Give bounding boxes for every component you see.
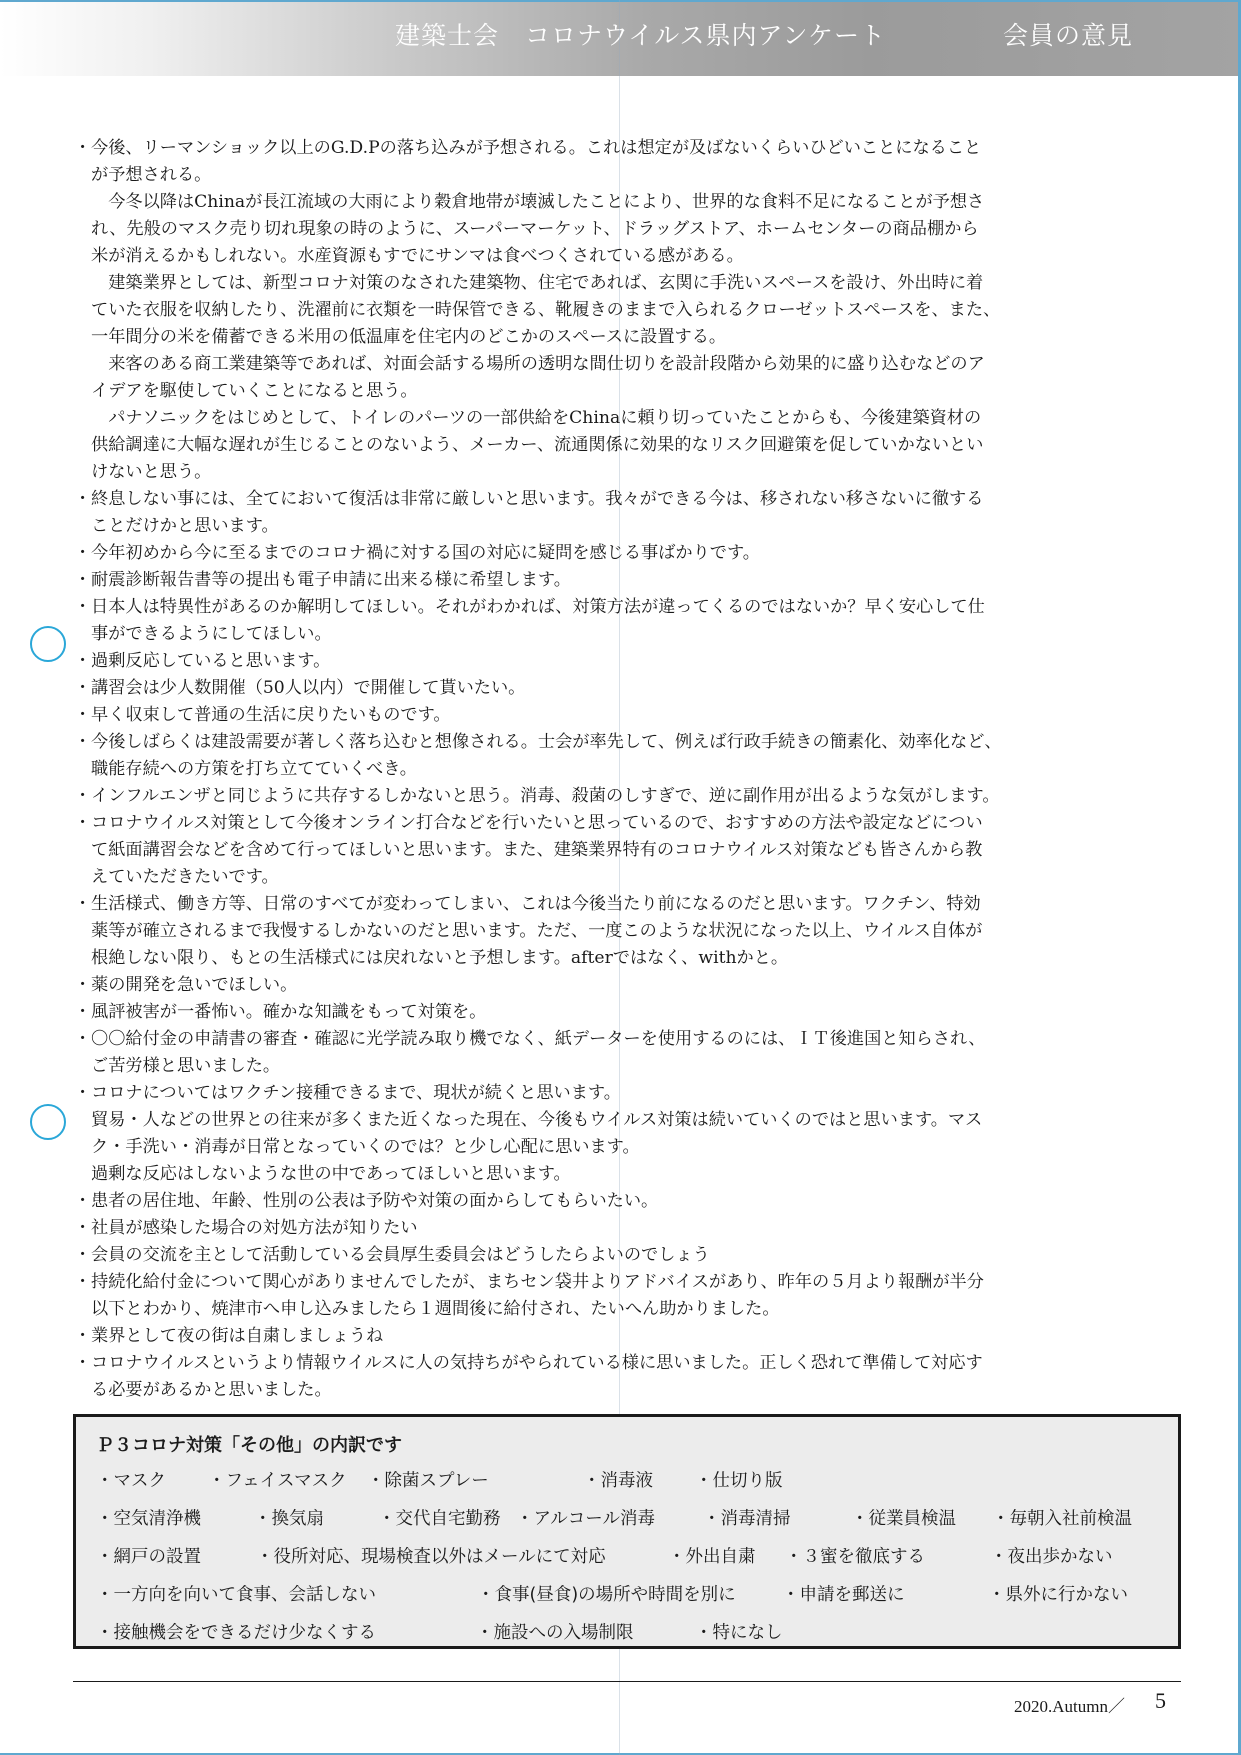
opinion-continuation bbox=[74, 459, 1186, 486]
opinion-item bbox=[74, 810, 1186, 837]
opinion-text: 建築業界としては、新型コロナ対策のなされた建築物、住宅であれば、玄関に手洗いスペースを設け、外出時に着 bbox=[91, 273, 984, 293]
breakdown-item: ・特になし bbox=[695, 1623, 783, 1643]
opinion-text: 事ができるようにしてほしい。 bbox=[91, 624, 332, 644]
opinion-text: る必要があるかと思いました。 bbox=[91, 1380, 332, 1400]
opinion-continuation bbox=[74, 864, 1186, 891]
footer-rule bbox=[73, 1681, 1181, 1682]
bullet-mark: ・ bbox=[74, 1272, 92, 1292]
opinion-continuation bbox=[74, 189, 1186, 216]
bullet-mark: ・ bbox=[74, 813, 92, 833]
opinion-text: 終息しない事には、全てにおいて復活は非常に厳しいと思います。我々ができる今は、移されない移さないに徹する bbox=[91, 489, 984, 509]
breakdown-item: ・交代自宅勤務 bbox=[378, 1509, 501, 1529]
opinion-text: 過剰な反応はしないような世の中であってほしいと思います。 bbox=[91, 1164, 571, 1184]
opinion-text: て紙面講習会などを含めて行ってほしいと思います。また、建築業界特有のコロナウイルス対策なども皆さんから教 bbox=[91, 840, 983, 860]
opinion-item bbox=[74, 567, 1186, 594]
opinion-continuation bbox=[74, 621, 1186, 648]
opinion-continuation bbox=[74, 216, 1186, 243]
opinion-item bbox=[74, 540, 1186, 567]
breakdown-item: ・空気清浄機 bbox=[96, 1509, 201, 1529]
opinion-text: 持続化給付金について関心がありませんでしたが、まちセン袋井よりアドバイスがあり、昨年の５月より報酬が半分 bbox=[91, 1272, 984, 1292]
opinion-text: 薬等が確立されるまで我慢するしかないのだと思います。ただ、一度このような状況になった以上、ウイルス自体が bbox=[91, 921, 983, 941]
bullet-mark: ・ bbox=[74, 975, 92, 995]
opinion-item bbox=[74, 1242, 1186, 1269]
opinion-item bbox=[74, 594, 1186, 621]
opinion-item bbox=[74, 1026, 1186, 1053]
bullet-mark: ・ bbox=[74, 786, 92, 806]
opinion-item bbox=[74, 648, 1186, 675]
opinion-continuation bbox=[74, 1107, 1186, 1134]
opinion-text: えていただきたいです。 bbox=[91, 867, 279, 887]
opinion-text: 今年初めから今に至るまでのコロナ禍に対する国の対応に疑問を感じる事ばかりです。 bbox=[91, 543, 760, 563]
opinion-text: ことだけかと思います。 bbox=[91, 516, 279, 536]
opinion-item bbox=[74, 1188, 1186, 1215]
opinion-item bbox=[74, 999, 1186, 1026]
opinion-continuation bbox=[74, 351, 1186, 378]
breakdown-item: ・施設への入場制限 bbox=[476, 1623, 634, 1643]
bullet-mark: ・ bbox=[74, 1218, 92, 1238]
breakdown-item: ・マスク bbox=[96, 1471, 166, 1491]
bullet-mark: ・ bbox=[74, 1002, 92, 1022]
issue-label: 2020.Autumn／ bbox=[1014, 1697, 1125, 1716]
opinion-item bbox=[74, 675, 1186, 702]
opinion-continuation bbox=[74, 513, 1186, 540]
opinion-continuation bbox=[74, 945, 1186, 972]
breakdown-box bbox=[73, 1414, 1181, 1649]
bullet-mark: ・ bbox=[74, 1029, 92, 1049]
bullet-mark: ・ bbox=[74, 651, 92, 671]
section-title: 会員の意見 bbox=[1003, 21, 1134, 50]
opinion-item bbox=[74, 1323, 1186, 1350]
opinion-text: 根絶しない限り、もとの生活様式には戻れないと予想します。afterではなく、withかと。 bbox=[91, 948, 789, 968]
breakdown-item: ・県外に行かない bbox=[988, 1585, 1128, 1605]
opinion-continuation bbox=[74, 1377, 1186, 1404]
opinion-text: コロナウイルスというより情報ウイルスに人の気持ちがやられている様に思いました。正しく恐れて準備して対応す bbox=[91, 1353, 983, 1373]
opinion-item bbox=[74, 729, 1186, 756]
breakdown-item: ・役所対応、現場検査以外はメールにて対応 bbox=[256, 1547, 606, 1567]
page-title: 建築士会 コロナウイルス県内アンケート bbox=[395, 21, 887, 50]
opinion-text: 以下とわかり、焼津市へ申し込みましたら１週間後に給付され、たいへん助かりました。 bbox=[91, 1299, 780, 1319]
opinion-text: コロナウイルス対策として今後オンライン打合などを行いたいと思っているので、おすすめの方法や設定などについ bbox=[91, 813, 983, 833]
opinion-list bbox=[74, 135, 1186, 1404]
breakdown-item: ・換気扇 bbox=[254, 1509, 324, 1529]
breakdown-item: ・従業員検温 bbox=[851, 1509, 956, 1529]
opinion-continuation bbox=[74, 1134, 1186, 1161]
opinion-text: 耐震診断報告書等の提出も電子申請に出来る様に希望します。 bbox=[91, 570, 571, 590]
bullet-mark: ・ bbox=[74, 732, 92, 752]
opinion-text: 一年間分の米を備蓄できる米用の低温庫を住宅内のどこかのスペースに設置する。 bbox=[91, 327, 727, 347]
opinion-text: 〇〇給付金の申請書の審査・確認に光学読み取り機でなく、紙データーを使用するのには、ＩＴ後進国と知らされ、 bbox=[91, 1029, 986, 1049]
breakdown-item: ・３蜜を徹底する bbox=[785, 1547, 925, 1567]
opinion-text: 職能存続への方策を打ち立てていくべき。 bbox=[91, 759, 417, 779]
breakdown-item: ・夜出歩かない bbox=[990, 1547, 1113, 1567]
bullet-mark: ・ bbox=[74, 138, 92, 158]
opinion-text: 生活様式、働き方等、日常のすべてが変わってしまい、これは今後当たり前になるのだと思います。ワクチン、特効 bbox=[91, 894, 981, 914]
opinion-text: イデアを駆使していくことになると思う。 bbox=[91, 381, 418, 401]
opinion-text: 講習会は少人数開催（50人以内）で開催して貰いたい。 bbox=[91, 678, 526, 698]
opinion-continuation bbox=[74, 1053, 1186, 1080]
bullet-mark: ・ bbox=[74, 1353, 92, 1373]
opinion-text: 患者の居住地、年齢、性別の公表は予防や対策の面からしてもらいたい。 bbox=[91, 1191, 659, 1211]
opinion-text: 今後、リーマンショック以上のG.D.Pの落ち込みが予想される。これは想定が及ばないくらいひどいことになること bbox=[91, 138, 982, 158]
opinion-text: が予想される。 bbox=[91, 165, 212, 185]
breakdown-item: ・毎朝入社前検温 bbox=[992, 1509, 1132, 1529]
opinion-text: 風評被害が一番怖い。確かな知識をもって対策を。 bbox=[91, 1002, 487, 1022]
opinion-text: 薬の開発を急いでほしい。 bbox=[91, 975, 298, 995]
breakdown-item: ・除菌スプレー bbox=[367, 1471, 489, 1491]
opinion-text: 今後しばらくは建設需要が著しく落ち込むと想像される。士会が率先して、例えば行政手続きの簡素化、効率化など、 bbox=[91, 732, 1002, 752]
bullet-mark: ・ bbox=[74, 1083, 92, 1103]
bullet-mark: ・ bbox=[74, 597, 92, 617]
page-number: 5 bbox=[1155, 1688, 1166, 1713]
bullet-mark: ・ bbox=[74, 543, 92, 563]
opinion-text: パナソニックをはじめとして、トイレのパーツの一部供給をChinaに頼り切っていたことからも、今後建築資材の bbox=[91, 408, 982, 428]
opinion-item bbox=[74, 486, 1186, 513]
opinion-text: 過剰反応していると思います。 bbox=[91, 651, 331, 671]
opinion-text: 供給調達に大幅な遅れが生じることのないよう、メーカー、流通関係に効果的なリスク回避策を促していかないとい bbox=[91, 435, 984, 455]
opinion-continuation bbox=[74, 270, 1186, 297]
punch-hole-icon bbox=[30, 1104, 66, 1140]
bullet-mark: ・ bbox=[74, 489, 92, 509]
opinion-continuation bbox=[74, 378, 1186, 405]
opinion-item bbox=[74, 702, 1186, 729]
opinion-text: ご苦労様と思いました。 bbox=[91, 1056, 281, 1076]
breakdown-item: ・仕切り版 bbox=[695, 1471, 783, 1491]
breakdown-title: Ｐ３コロナ対策「その他」の内訳です bbox=[96, 1435, 402, 1456]
opinion-text: 会員の交流を主として活動している会員厚生委員会はどうしたらよいのでしょう bbox=[91, 1245, 710, 1265]
opinion-continuation bbox=[74, 1296, 1186, 1323]
breakdown-item: ・接触機会をできるだけ少なくする bbox=[96, 1623, 376, 1643]
bullet-mark: ・ bbox=[74, 1245, 92, 1265]
opinion-continuation bbox=[74, 837, 1186, 864]
breakdown-item: ・外出自粛 bbox=[668, 1547, 756, 1567]
breakdown-item: ・消毒液 bbox=[583, 1471, 653, 1491]
opinion-item bbox=[74, 1269, 1186, 1296]
opinion-text: 貿易・人などの世界との往来が多くまた近くなった現在、今後もウイルス対策は続いていくのではと思います。マス bbox=[91, 1110, 983, 1130]
bullet-mark: ・ bbox=[74, 705, 92, 725]
opinion-item bbox=[74, 135, 1186, 162]
opinion-item bbox=[74, 783, 1186, 810]
bullet-mark: ・ bbox=[74, 1191, 92, 1211]
opinion-item bbox=[74, 972, 1186, 999]
opinion-continuation bbox=[74, 756, 1186, 783]
opinion-text: 早く収束して普通の生活に戻りたいものです。 bbox=[91, 705, 451, 725]
opinion-text: インフルエンザと同じように共存するしかないと思う。消毒、殺菌のしすぎで、逆に副作用が出るような気がします。 bbox=[91, 786, 1000, 806]
opinion-continuation bbox=[74, 162, 1186, 189]
opinion-continuation bbox=[74, 1161, 1186, 1188]
opinion-text: 来客のある商工業建築等であれば、対面会話する場所の透明な間仕切りを設計段階から効果的に盛り込むなどのア bbox=[91, 354, 985, 374]
breakdown-item: ・網戸の設置 bbox=[96, 1547, 201, 1567]
opinion-text: コロナについてはワクチン接種できるまで、現状が続くと思います。 bbox=[91, 1083, 621, 1103]
opinion-continuation bbox=[74, 432, 1186, 459]
opinion-continuation bbox=[74, 324, 1186, 351]
opinion-item bbox=[74, 1350, 1186, 1377]
opinion-text: ク・手洗い・消毒が日常となっていくのでは？と少し心配に思います。 bbox=[91, 1137, 640, 1157]
opinion-continuation bbox=[74, 243, 1186, 270]
opinion-text: 社員が感染した場合の対処方法が知りたい bbox=[91, 1218, 418, 1238]
opinion-text: 日本人は特異性があるのか解明してほしい。それがわかれば、対策方法が違ってくるのではないか？早く安心して仕 bbox=[91, 597, 985, 617]
opinion-continuation bbox=[74, 405, 1186, 432]
opinion-text: れ、先般のマスク売り切れ現象の時のように、スーパーマーケット、ドラッグストア、ホームセンターの商品棚から bbox=[91, 219, 979, 239]
bullet-mark: ・ bbox=[74, 678, 92, 698]
punch-hole-icon bbox=[30, 626, 66, 662]
breakdown-item: ・食事(昼食)の場所や時間を別に bbox=[477, 1585, 736, 1605]
opinion-continuation bbox=[74, 297, 1186, 324]
breakdown-item: ・アルコール消毒 bbox=[516, 1509, 655, 1529]
breakdown-item: ・フェイスマスク bbox=[208, 1471, 347, 1491]
opinion-text: 今冬以降はChinaが長江流域の大雨により穀倉地帯が壊滅したことにより、世界的な食料不足になることが予想さ bbox=[91, 192, 985, 212]
breakdown-item: ・申請を郵送に bbox=[782, 1585, 905, 1605]
opinion-text: けないと思う。 bbox=[91, 462, 212, 482]
opinion-item bbox=[74, 891, 1186, 918]
opinion-item bbox=[74, 1215, 1186, 1242]
bullet-mark: ・ bbox=[74, 570, 92, 590]
opinion-text: 業界として夜の街は自粛しましょうね bbox=[91, 1326, 384, 1346]
frame-top-border bbox=[0, 0, 1241, 2]
breakdown-item: ・消毒清掃 bbox=[703, 1509, 791, 1529]
bullet-mark: ・ bbox=[74, 894, 92, 914]
opinion-text: ていた衣服を収納したり、洗濯前に衣類を一時保管できる、靴履きのままで入られるクローゼットスペースを、また、 bbox=[91, 300, 1001, 320]
bullet-mark: ・ bbox=[74, 1326, 92, 1346]
breakdown-item: ・一方向を向いて食事、会話しない bbox=[96, 1585, 376, 1605]
opinion-continuation bbox=[74, 918, 1186, 945]
opinion-item bbox=[74, 1080, 1186, 1107]
opinion-text: 米が消えるかもしれない。水産資源もすでにサンマは食べつくされている感がある。 bbox=[91, 246, 744, 266]
